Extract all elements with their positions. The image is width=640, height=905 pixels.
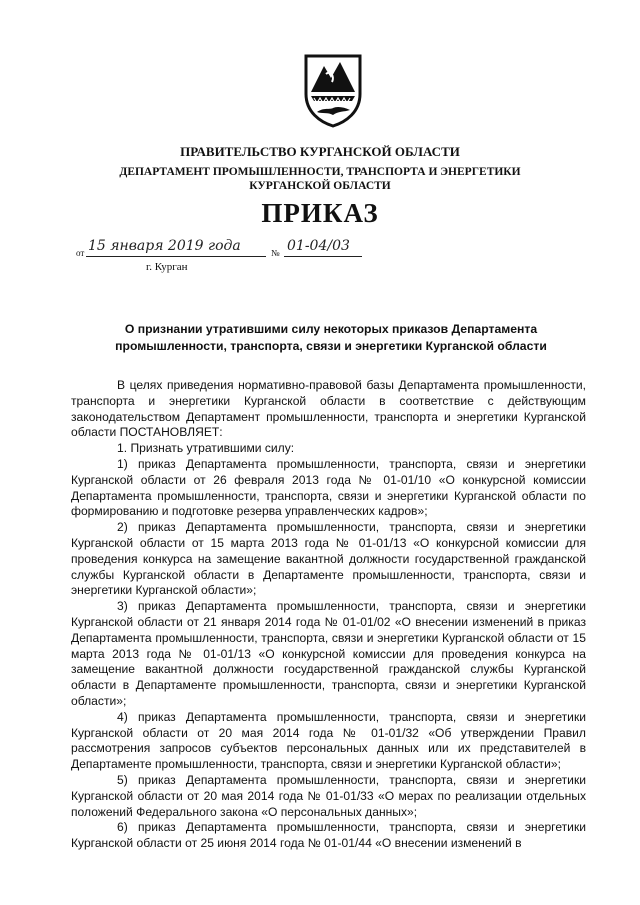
- city-label: г. Курган: [146, 261, 188, 273]
- department-name-line2: КУРГАНСКОЙ ОБЛАСТИ: [249, 180, 391, 192]
- body-paragraph: 2) приказ Департамента промышленности, транспорта, связи и энергетики Курганской области от 15 марта 2013 года № 01-01/13 «О конкурсной комиссии для проведения конкурса на замещение вакантной должности государственной гражданской службы Курганской области в Департаменте промышленности, транспорта, связи и энергетики Курганской области»;: [71, 520, 586, 598]
- order-number: 01-04/03: [287, 238, 350, 254]
- number-underline: [284, 256, 362, 257]
- body-paragraph: 1. Признать утратившими силу:: [117, 441, 295, 456]
- order-date: 15 января 2019 года: [88, 238, 241, 254]
- body-paragraph: В целях приведения нормативно-правовой базы Департамента промышленности, транспорта и энергетики Курганской области в соответствие с действующим законодательством Департамент промышленности, транспорта и энергетики Курганской области ПОСТАНОВЛЯЕТ:: [71, 378, 586, 440]
- order-subject: О признании утратившими силу некоторых приказов Департамента промышленности, транспорта, связи и энергетики Курганской области: [115, 322, 547, 353]
- body-paragraph: 1) приказ Департамента промышленности, транспорта, связи и энергетики Курганской области от 26 февраля 2013 года № 01-01/10 «О конкурсной комиссии Департамента промышленности, транспорта, связи и энергетики Курганской области по формированию и подготовке резерва управленческих кадров»;: [71, 456, 586, 519]
- from-label: от: [76, 248, 85, 258]
- body-paragraph: 4) приказ Департамента промышленности, транспорта, связи и энергетики Курганской области от 20 мая 2014 года № 01-01/32 «Об утверждении Правил рассмотрения запросов субъектов персональных данных или их представителей в Департаменте промышленности, транспорта, связи и энергетики Курганской области»;: [71, 709, 586, 772]
- government-name: ПРАВИТЕЛЬСТВО КУРГАНСКОЙ ОБЛАСТИ: [180, 144, 460, 159]
- body-paragraph: 6) приказ Департамента промышленности, транспорта, связи и энергетики Курганской области от 25 июня 2014 года № 01-01/44 «О внесении изменений в: [71, 820, 586, 851]
- body-paragraph: 5) приказ Департамента промышленности, транспорта, связи и энергетики Курганской области от 20 мая 2014 года № 01-01/33 «О мерах по реализации отдельных положений Федерального закона «О персональных данных»;: [71, 772, 586, 819]
- document-title: ПРИКАЗ: [261, 198, 379, 228]
- date-underline: [86, 256, 266, 257]
- coat-of-arms-icon: [302, 52, 364, 128]
- order-body: [71, 378, 586, 852]
- department-name-line1: ДЕПАРТАМЕНТ ПРОМЫШЛЕННОСТИ, ТРАНСПОРТА И ЭНЕРГЕТИКИ: [119, 166, 521, 178]
- number-label: №: [271, 248, 280, 258]
- body-paragraph: 3) приказ Департамента промышленности, транспорта, связи и энергетики Курганской области от 21 января 2014 года № 01-01/02 «О внесении изменений в приказ Департамента промышленности, транспорта, связи и энергетики Курганской области от 15 марта 2013 года № 01-01/13 «О конкурсной комиссии для проведения конкурса на замещение вакантной должности государственной гражданской службы Курганской области в Департаменте промышленности, транспорта, связи и энергетики Курганской области»;: [71, 599, 586, 708]
